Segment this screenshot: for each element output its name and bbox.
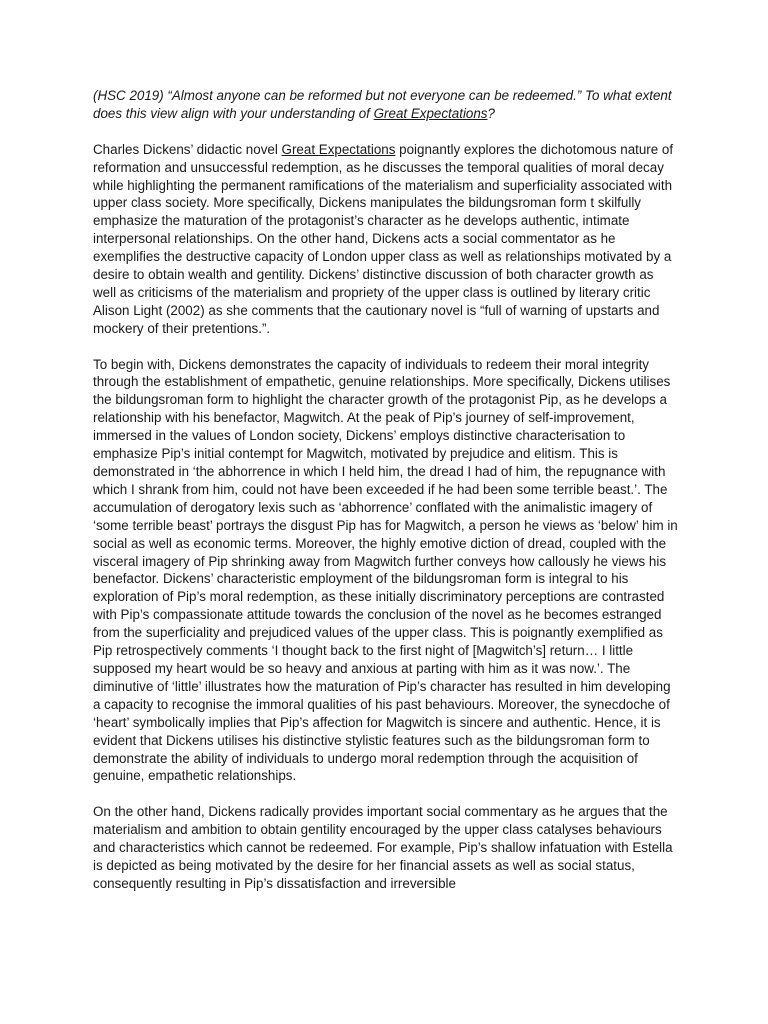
essay-body bbox=[93, 87, 678, 911]
body-paragraph-1: To begin with, Dickens demonstrates the capacity of individuals to redeem their moral integrity through the establishment of empathetic, genuine relationships. More specifically, Dickens utilises the bildungsroman form to highlight the character growth of the protagonist Pip, as he develops a relationship with his benefactor, Magwitch. At the peak of Pip’s journey of self-improvement, immersed in the values of London society, Dickens’ employs distinctive characterisation to emphasize Pip’s initial contempt for Magwitch, motivated by prejudice and elitism. This is demonstrated in ‘the abhorrence in which I held him, the dread I had of him, the repugnance with which I shrank from him, could not have been exceeded if he had been some terrible beast.’. The accumulation of derogatory lexis such as ‘abhorrence’ conflated with the animalistic imagery of ‘some terrible beast’ portrays the disgust Pip has for Magwitch, a person he views as ‘below’ him in social as well as economic terms. Moreover, the highly emotive diction of dread, coupled with the visceral imagery of Pip shrinking away from Magwitch further conveys how callously he views his benefactor. Dickens’ characteristic employment of the bildungsroman form is integral to his exploration of Pip’s moral redemption, as these initially discriminatory perceptions are contrasted with Pip’s compassionate attitude towards the conclusion of the novel as he becomes estranged from the superficiality and prejudiced values of the upper class. This is poignantly exemplified as Pip retrospectively comments ‘I thought back to the first night of [Magwitch’s] return… I little supposed my heart would be so heavy and anxious at parting with him as it was now.’. The diminutive of ‘little’ illustrates how the maturation of Pip’s character has resulted in him developing a capacity to recognise the immoral qualities of his past behaviours. Moreover, the synecdoche of ‘heart’ symbolically implies that Pip’s affection for Magwitch is sincere and authentic. Hence, it is evident that Dickens utilises his distinctive stylistic features such as the bildungsroman form to demonstrate the ability of individuals to undergo moral redemption through the acquisition of genuine, empathetic relationships. bbox=[93, 356, 678, 784]
intro-text-after: poignantly explores the dichotomous nature of reformation and unsuccessful redemption, as he discusses the temporal qualities of moral decay while highlighting the permanent ramifications of the materialism and superficiality associated with upper class society. More specifically, Dickens manipulates the bildungsroman form t skilfully emphasize the maturation of the protagonist’s character as he develops authentic, intimate interpersonal relationships. On the other hand, Dickens acts a social commentator as he exemplifies the destructive capacity of London upper class as well as relationships motivated by a desire to obtain wealth and gentility. Dickens’ distinctive discussion of both character growth as well as criticisms of the materialism and propriety of the upper class is outlined by literary critic Alison Light (2002) as she comments that the cautionary novel is “full of warning of upstarts and mockery of their pretentions.”. bbox=[93, 141, 674, 336]
essay-question bbox=[93, 87, 678, 123]
question-prefix: (HSC 2019) “Almost anyone can be reformed but not everyone can be redeemed.” To what extent does this view align with your understanding of bbox=[93, 88, 672, 121]
introduction-paragraph bbox=[93, 141, 678, 338]
body-paragraph-2: On the other hand, Dickens radically provides important social commentary as he argues that the materialism and ambition to obtain gentility encouraged by the upper class catalyses behaviours and characteristics which cannot be redeemed. For example, Pip’s shallow infatuation with Estella is depicted as being motivated by the desire for her financial assets as well as social status, consequently resulting in Pip’s dissatisfaction and irreversible bbox=[93, 804, 673, 891]
intro-text-before: Charles Dickens’ didactic novel bbox=[93, 141, 282, 157]
question-novel-title: Great Expectations bbox=[373, 105, 488, 121]
question-suffix: ? bbox=[487, 105, 495, 121]
intro-novel-title: Great Expectations bbox=[281, 141, 396, 157]
